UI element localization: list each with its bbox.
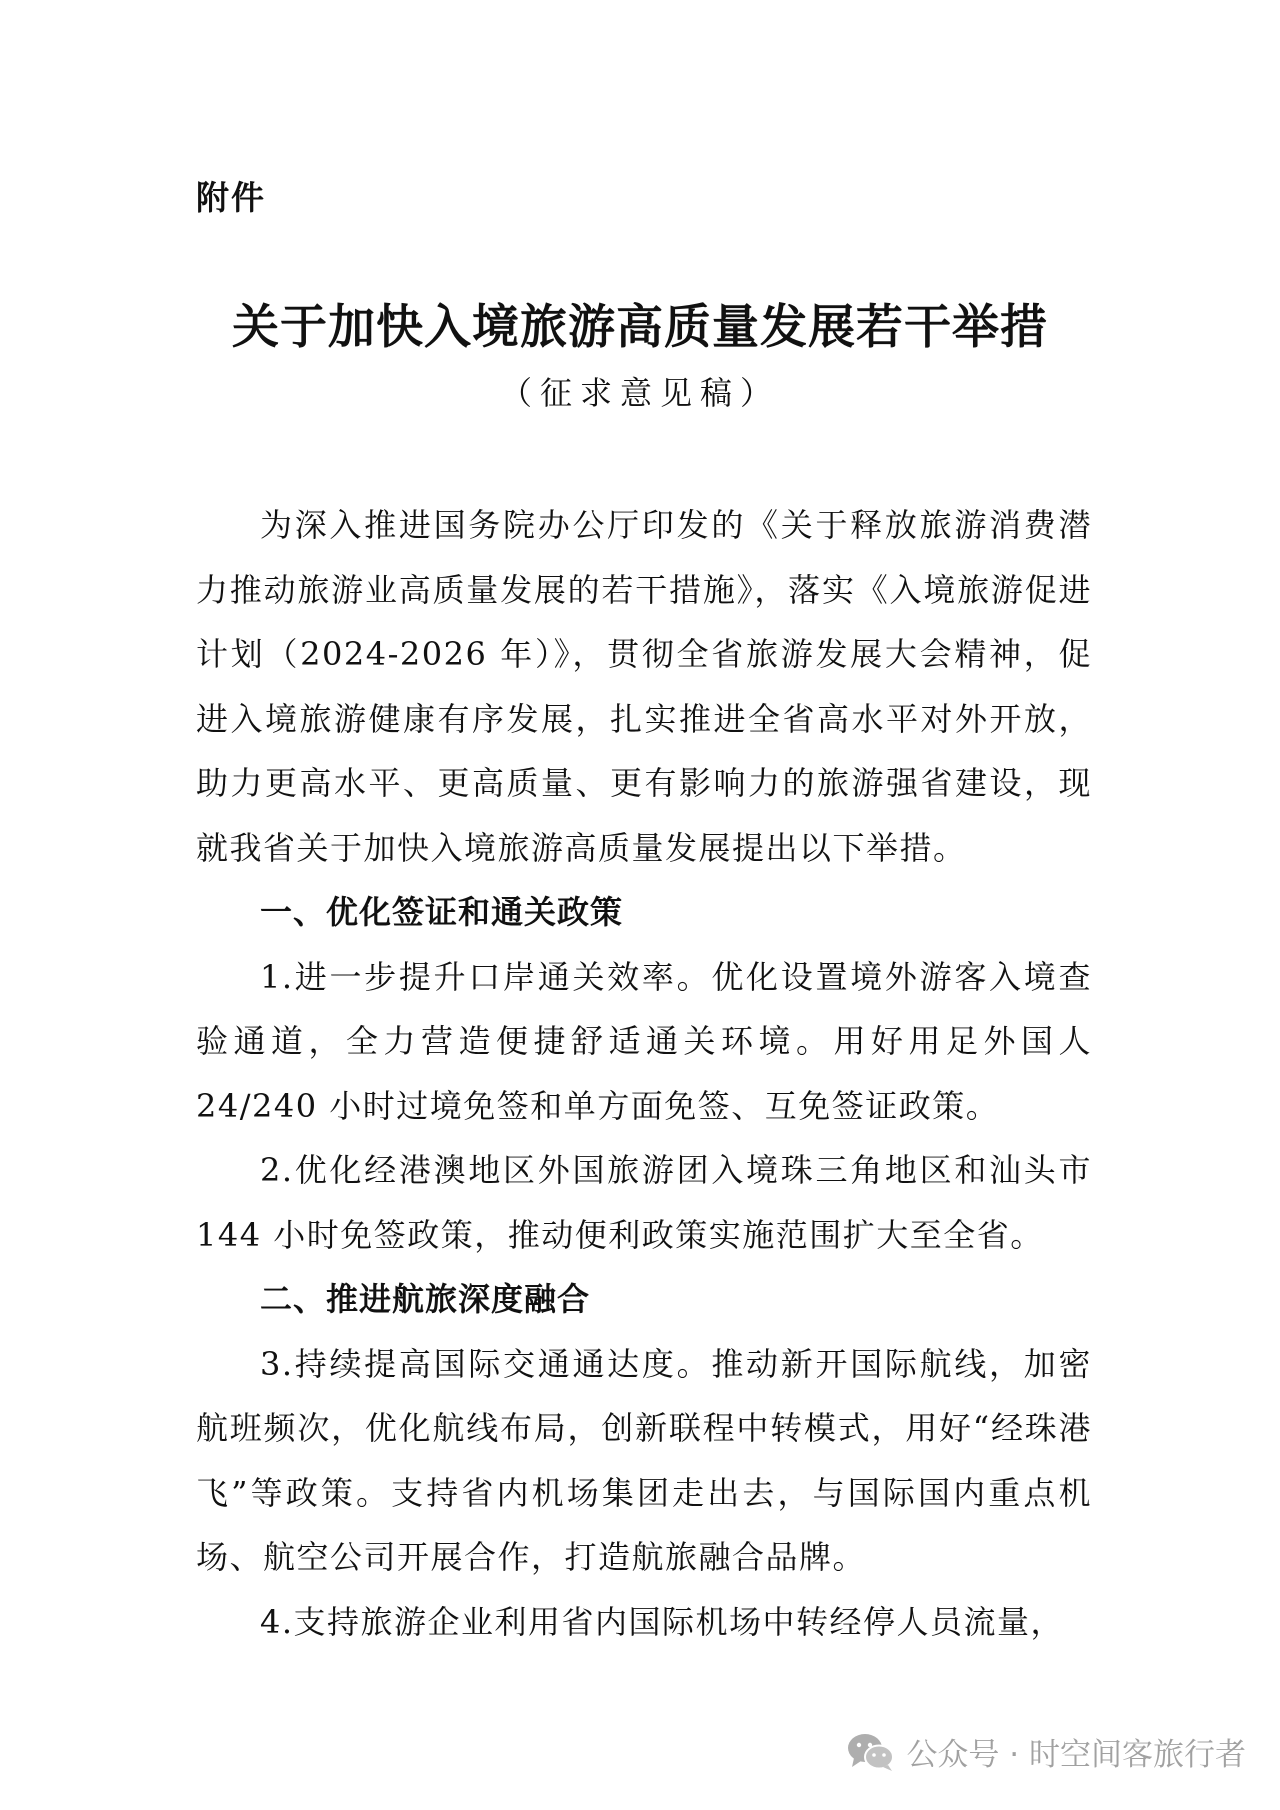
wechat-icon: [846, 1732, 896, 1772]
section-heading-1: 一、优化签证和通关政策: [260, 893, 624, 931]
item-paragraph-3: 3.持续提高国际交通通达度。推动新开国际航线，加密航班频次，优化航线布局，创新联程中转模式，用好“经珠港飞”等政策。支持省内机场集团走出去，与国际国内重点机场、航空公司开展合作，打造航旅融合品牌。: [196, 1344, 1092, 1576]
item-paragraph-4: 4.支持旅游企业利用省内国际机场中转经停人员流量，: [260, 1602, 1065, 1641]
section-heading-2: 二、推进航旅深度融合: [260, 1280, 591, 1318]
intro-paragraph: 为深入推进国务院办公厅印发的《关于释放旅游消费潜力推动旅游业高质量发展的若干措施》，落实《入境旅游促进计划（2024-2026 年）》，贯彻全省旅游发展大会精神，促进入境旅游健康有序发展，扎实推进全省高水平对外开放，助力更高水平、更高质量、更有影响力的旅游强省建设，现就我省关于加快入境旅游高质量发展提出以下举措。: [196, 506, 1092, 867]
document-body: [196, 493, 1092, 1654]
item-paragraph-2: 2.优化经港澳地区外国旅游团入境珠三角地区和汕头市 144 小时免签政策，推动便利政策实施范围扩大至全省。: [196, 1151, 1092, 1254]
document-title: 关于加快入境旅游高质量发展若干举措: [232, 300, 1048, 355]
watermark-text: 公众号 · 时空间客旅行者: [906, 1737, 1246, 1773]
document-subtitle: （征求意见稿）: [499, 374, 780, 412]
attachment-label: 附件: [196, 178, 266, 217]
item-paragraph-1: 1.进一步提升口岸通关效率。优化设置境外游客入境查验通道，全力营造便捷舒适通关环境。用好用足外国人24/240 小时过境免签和单方面免签、互免签证政策。: [196, 957, 1092, 1125]
watermark: [846, 1729, 1246, 1774]
